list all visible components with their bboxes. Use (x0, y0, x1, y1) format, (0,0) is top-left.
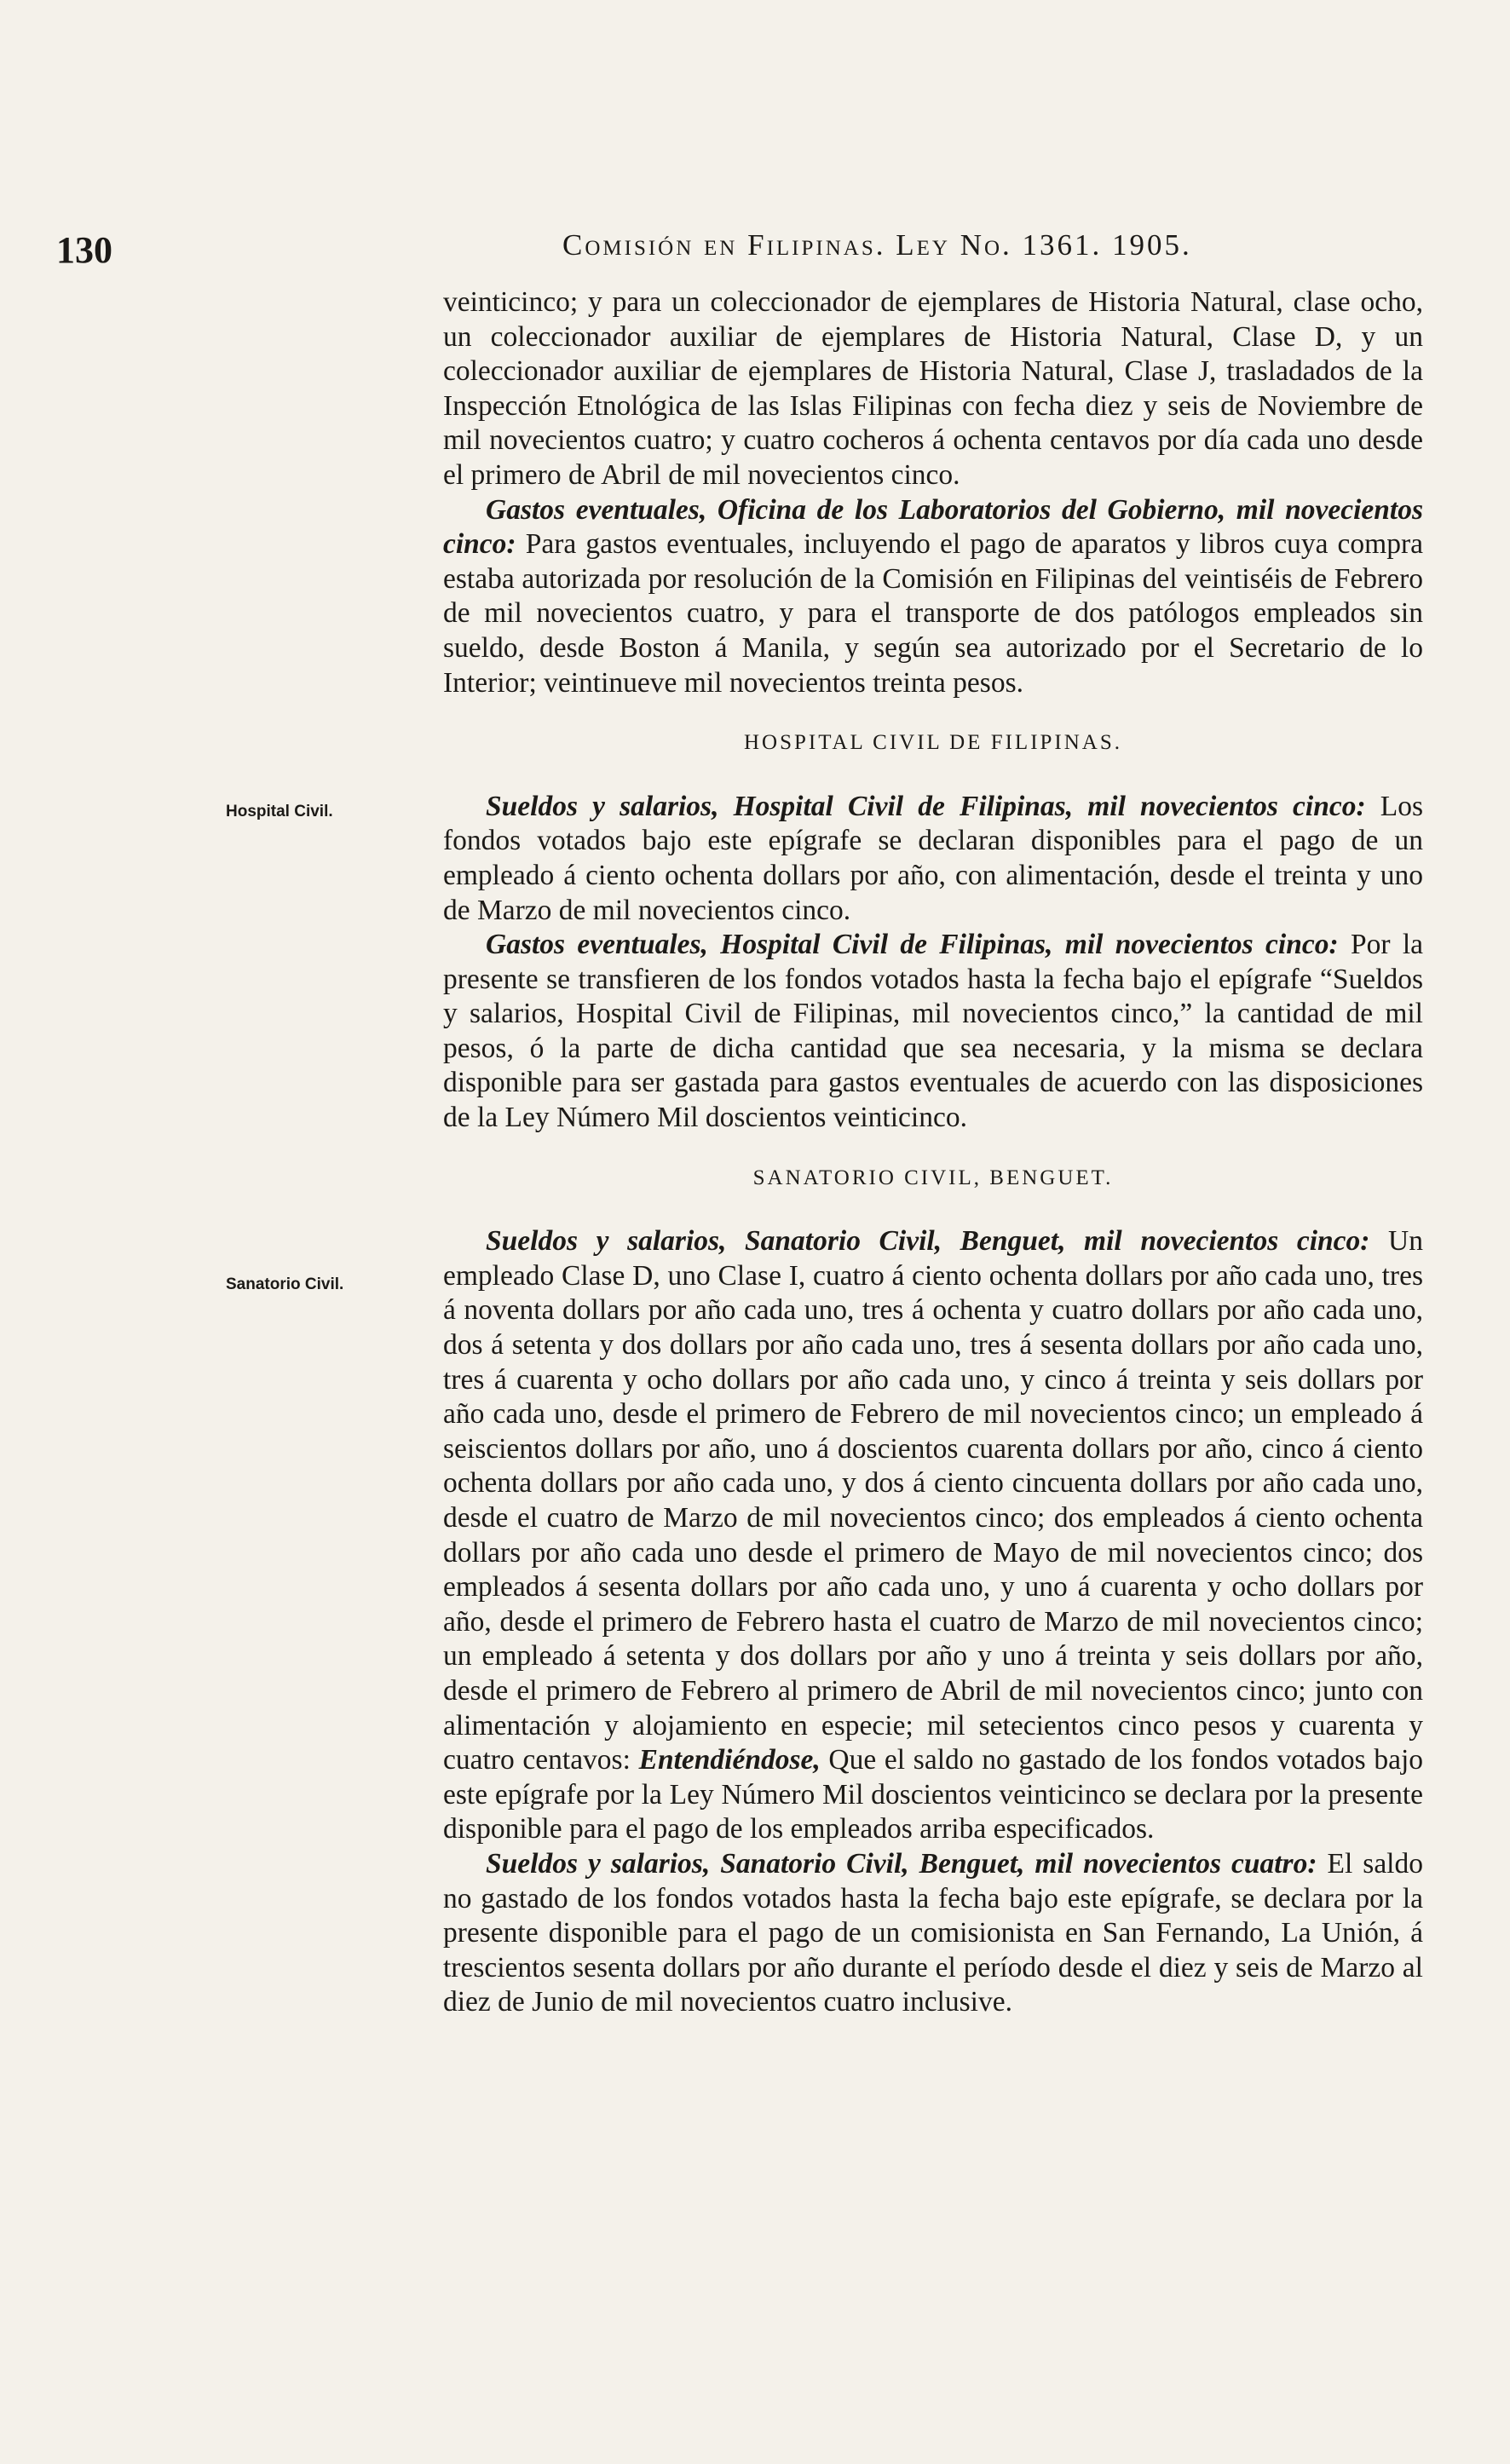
paragraph-lead: Gastos eventuales, Hospital Civil de Filipinas, mil novecientos cinco: (486, 929, 1339, 961)
margin-note-sanatorio: Sanatorio Civil. (226, 1275, 344, 1293)
paragraph-sueldos-sanatorio-1905 (443, 1224, 1423, 1847)
paragraph-text: Los fondos votados bajo este epígrafe se declaran disponibles para el pago de un empleado á ciento ochenta dollars por año, con alimentación, desde el treinta y uno de Marzo de mil novecientos cinco. (443, 790, 1424, 926)
paragraph-lead: Sueldos y salarios, Sanatorio Civil, Benguet, mil novecientos cinco: (486, 1225, 1370, 1258)
paragraph-lead: Sueldos y salarios, Hospital Civil de Filipinas, mil novecientos cinco: (486, 790, 1366, 822)
paragraph-text: Un empleado Clase D, uno Clase I, cuatro á ciento ochenta dollars por año cada uno, tres á noventa dollars por año cada uno, tres á ochenta y cuatro dollars por año cada uno, dos á setenta y dos dollars por año cada uno, tres á sesenta dollars por año cada uno, tres á cuarenta y ocho dollars por año cada uno, y cinco á treinta y seis dollars por año cada uno, desde el primero de Febrero de mil novecientos cinco; un empleado á seiscientos dollars por año, uno á doscientos cuarenta dollars por año, cinco á ciento ochenta dollars por año cada uno, y dos á ciento cincuenta dollars por año cada uno, desde el cuatro de Marzo de mil novecientos cinco; dos empleados á ciento ochenta dollars por año cada uno desde el primero de Mayo de mil novecientos cinco; dos empleados á sesenta dollars por año cada uno, y uno á cuarenta y ocho dollars por año, desde el primero de Febrero hasta el cuatro de Marzo de mil novecientos cinco; un empleado á setenta y dos dollars por año y uno á treinta y seis dollars por año, desde el primero de Febrero al primero de Abril de mil novecientos cinco; junto con alimentación y alojamiento en especie; mil setecientos cinco pesos y cuarenta y cuatro centavos: (443, 1225, 1423, 1776)
section-heading-hospital: HOSPITAL CIVIL DE FILIPINAS. (743, 731, 1123, 755)
paragraph-text: El saldo no gastado de los fondos votados hasta la fecha bajo este epígrafe, se declara por la presente disponible para el pago de un comisionista en San Fernando, La Unión, á trescientos sesenta dollars por año durante el período desde el diez y seis de Marzo al diez de Junio de mil novecientos cuatro inclusive. (443, 1847, 1423, 2018)
paragraph-lead: Sueldos y salarios, Sanatorio Civil, Benguet, mil novecientos cuatro: (486, 1847, 1317, 1880)
page-number: 130 (56, 229, 112, 271)
paragraph-text: Para gastos eventuales, incluyendo el pago de aparatos y libros cuya compra estaba autorizada por resolución de la Comisión en Filipinas del veintiséis de Febrero de mil novecientos cuatro, y para el transporte de dos patólogos empleados sin sueldo, desde Boston á Manila, y según sea autorizado por el Secretario de lo Interior; veintinueve mil novecientos treinta pesos. (443, 528, 1423, 699)
paragraph-text: Que el saldo no gastado de los fondos votados bajo este epígrafe por la Ley Número Mil doscientos veinticinco se declara por la presente disponible para el pago de los empleados arriba especificados. (443, 1744, 1424, 1845)
proviso-word: Entendiéndose, (638, 1744, 821, 1776)
running-head: Comisión en Filipinas. Ley No. 1361. 1905. (562, 228, 1192, 262)
margin-note-hospital: Hospital Civil. (226, 803, 333, 820)
paragraph-continuation: veinticinco; y para un coleccionador de ejemplares de Historia Natural, clase ocho, un coleccionador auxiliar de ejemplares de Historia Natural, Clase D, y un coleccionador auxiliar de ejemplares de Historia Natural, Clase J, trasladados de la Inspección Etnológica de las Islas Filipinas con fecha diez y seis de Noviembre de mil novecientos cuatro; y cuatro cocheros á ochenta centavos por día cada uno desde el primero de Abril de mil novecientos cinco. (443, 286, 1423, 491)
paragraph-sueldos-hospital (443, 790, 1423, 928)
paragraph-gastos-hospital (443, 928, 1423, 1136)
paragraph-sueldos-sanatorio-1904 (443, 1847, 1423, 2020)
body-text (443, 285, 1423, 2020)
paragraph-lead: Gastos eventuales, Oficina de los Laboratorios del Gobierno, mil novecientos cinco: (443, 493, 1423, 561)
section-heading-sanatorio: SANATORIO CIVIL, BENGUET. (752, 1166, 1114, 1189)
paragraph-gastos-laboratorios (443, 493, 1423, 701)
paragraph-text: Por la presente se transfieren de los fondos votados hasta la fecha bajo el epígrafe “Sueldos y salarios, Hospital Civil de Filipinas, mil novecientos cinco,” la cantidad de mil pesos, ó la parte de dicha cantidad que sea necesaria, y la misma se declara disponible para ser gastada para gastos eventuales de acuerdo con las disposiciones de la Ley Número Mil doscientos veinticinco. (443, 929, 1424, 1134)
